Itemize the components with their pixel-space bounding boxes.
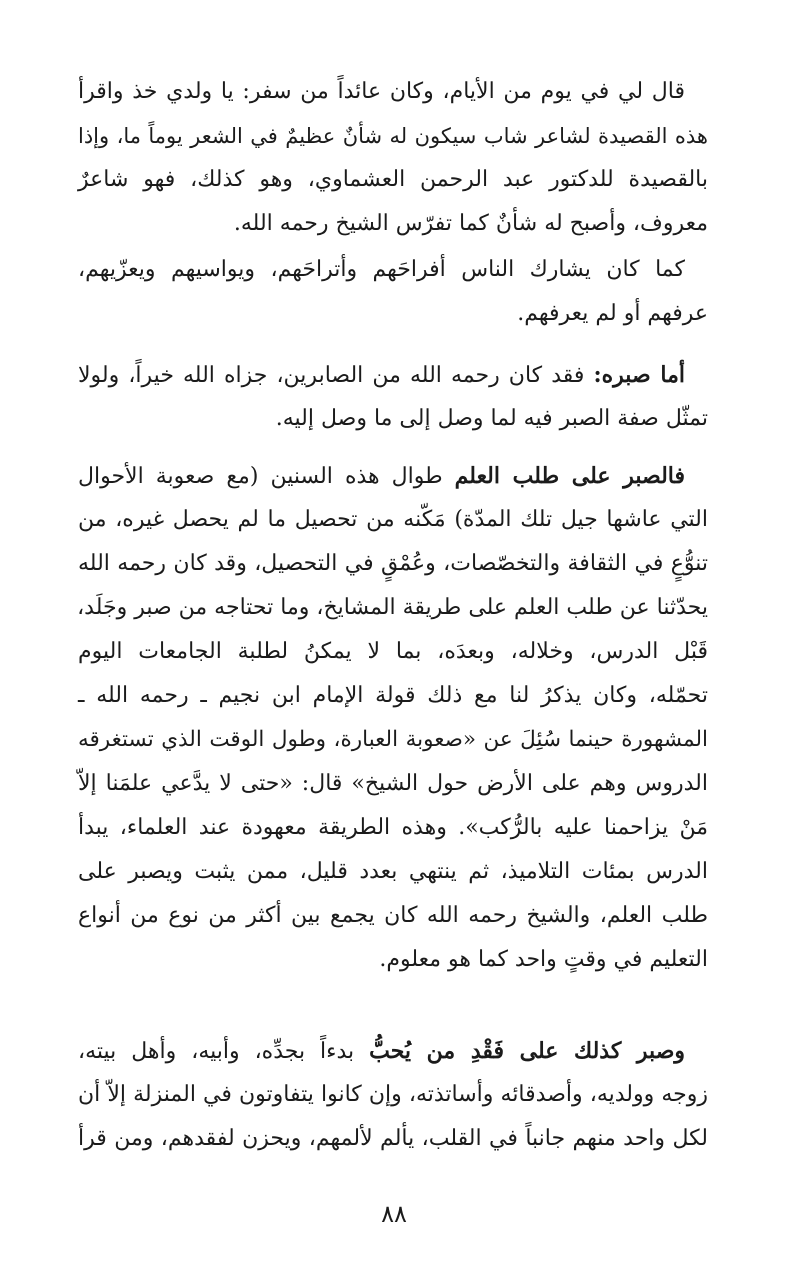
paragraph-line: تحمّله، وكان يذكرُ لنا مع ذلك قولة الإمام ابن نجيم ـ رحمه الله ـ bbox=[78, 683, 708, 708]
paragraph-line: تنوُّعٍ في الثقافة والتخصّصات، وعُمْقٍ في التحصيل، وقد كان رحمه الله bbox=[78, 551, 708, 576]
paragraph-lead: أما صبره: bbox=[593, 362, 685, 388]
paragraph-3 bbox=[0, 355, 788, 456]
paragraph-lead: وصبر كذلك على فَقْدِ من يُحبُّ bbox=[369, 1038, 686, 1064]
paragraph-line: قَبْل الدرس، وخلاله، وبعدَه، بما لا يمكنُ لطلبة الجامعات اليوم bbox=[78, 639, 708, 664]
paragraph-line: التعليم في وقتٍ واحد كما هو معلوم. bbox=[379, 947, 708, 972]
paragraph-line: الدروس وهم على الأرض حول الشيخ» قال: «حتى لا يدَّعي علمَنا إلاّ bbox=[78, 771, 708, 796]
paragraph-line: طلب العلم، والشيخ رحمه الله كان يجمع بين أكثر من نوع من أنواع bbox=[78, 903, 708, 928]
paragraph-1 bbox=[0, 72, 788, 250]
paragraph-5 bbox=[0, 1031, 788, 1171]
paragraph-line: مَنْ يزاحمنا عليه بالرُّكب». وهذه الطريقة معهودة عند العلماء، يبدأ bbox=[78, 815, 708, 840]
paragraph-line: معروف، وأصبح له شأنٌ كما تفرّس الشيخ رحمه الله. bbox=[233, 211, 708, 236]
paragraph-line: المشهورة حينما سُئِلَ عن «صعوبة العبارة، وطول الوقت الذي تستغرقه bbox=[78, 727, 708, 752]
paragraph-line: يحدّثنا عن طلب العلم على طريقة المشايخ، وما تحتاجه من صبر وجَلَد، bbox=[77, 595, 708, 620]
paragraph-text: بدءاً بجدِّه، وأبيه، وأهل بيته، bbox=[78, 1039, 370, 1064]
paragraph-line: الدرس بمئات التلاميذ، ثم ينتهي بعدد قليل، ممن يثبت ويصبر على bbox=[78, 859, 708, 884]
paragraph-text: طوال هذه السنين (مع صعوبة الأحوال bbox=[78, 464, 455, 489]
page-number: ٨٨ bbox=[381, 1200, 407, 1228]
paragraph-line: بالقصيدة للدكتور عبد الرحمن العشماوي، وهو كذلك، فهو شاعرٌ bbox=[78, 167, 708, 192]
paragraph-line bbox=[78, 456, 685, 496]
paragraph-lead: فالصبر على طلب العلم bbox=[454, 463, 685, 489]
paragraph-line: تمثّل صفة الصبر فيه لما وصل إلى ما وصل إليه. bbox=[275, 406, 708, 431]
paragraph-line: لكل واحد منهم جانباً في القلب، يألم لألمهم، ويحزن لفقدهم، ومن قرأ bbox=[78, 1126, 708, 1151]
paragraph-line: عرفهم أو لم يعرفهم. bbox=[517, 301, 708, 326]
paragraph-text: فقد كان رحمه الله من الصابرين، جزاه الله خيراً، ولولا bbox=[78, 363, 594, 388]
paragraph-line: قال لي في يوم من الأيام، وكان عائداً من سفر: يا ولدي خذ واقرأ bbox=[78, 79, 685, 104]
page-body bbox=[0, 72, 788, 1171]
paragraph-2 bbox=[0, 250, 788, 355]
paragraph-line: التي عاشها جيل تلك المدّة) مَكّنه من تحصيل ما لم يحصل غيره، من bbox=[78, 507, 708, 532]
paragraph-line: زوجه وولديه، وأصدقائه وأساتذته، وإن كانوا يتفاوتون في المنزلة إلاّ أن bbox=[78, 1082, 708, 1107]
paragraph-line: كما كان يشارك الناس أفراحَهم وأتراحَهم، ويواسيهم ويعزّيهم، bbox=[78, 257, 685, 282]
paragraph-line bbox=[78, 1031, 685, 1071]
paragraph-line: هذه القصيدة لشاعر شاب سيكون له شأنٌ عظيمٌ في الشعر يوماً ما، وإذا bbox=[78, 124, 708, 148]
paragraph-line bbox=[78, 355, 685, 395]
paragraph-4 bbox=[0, 456, 788, 1031]
